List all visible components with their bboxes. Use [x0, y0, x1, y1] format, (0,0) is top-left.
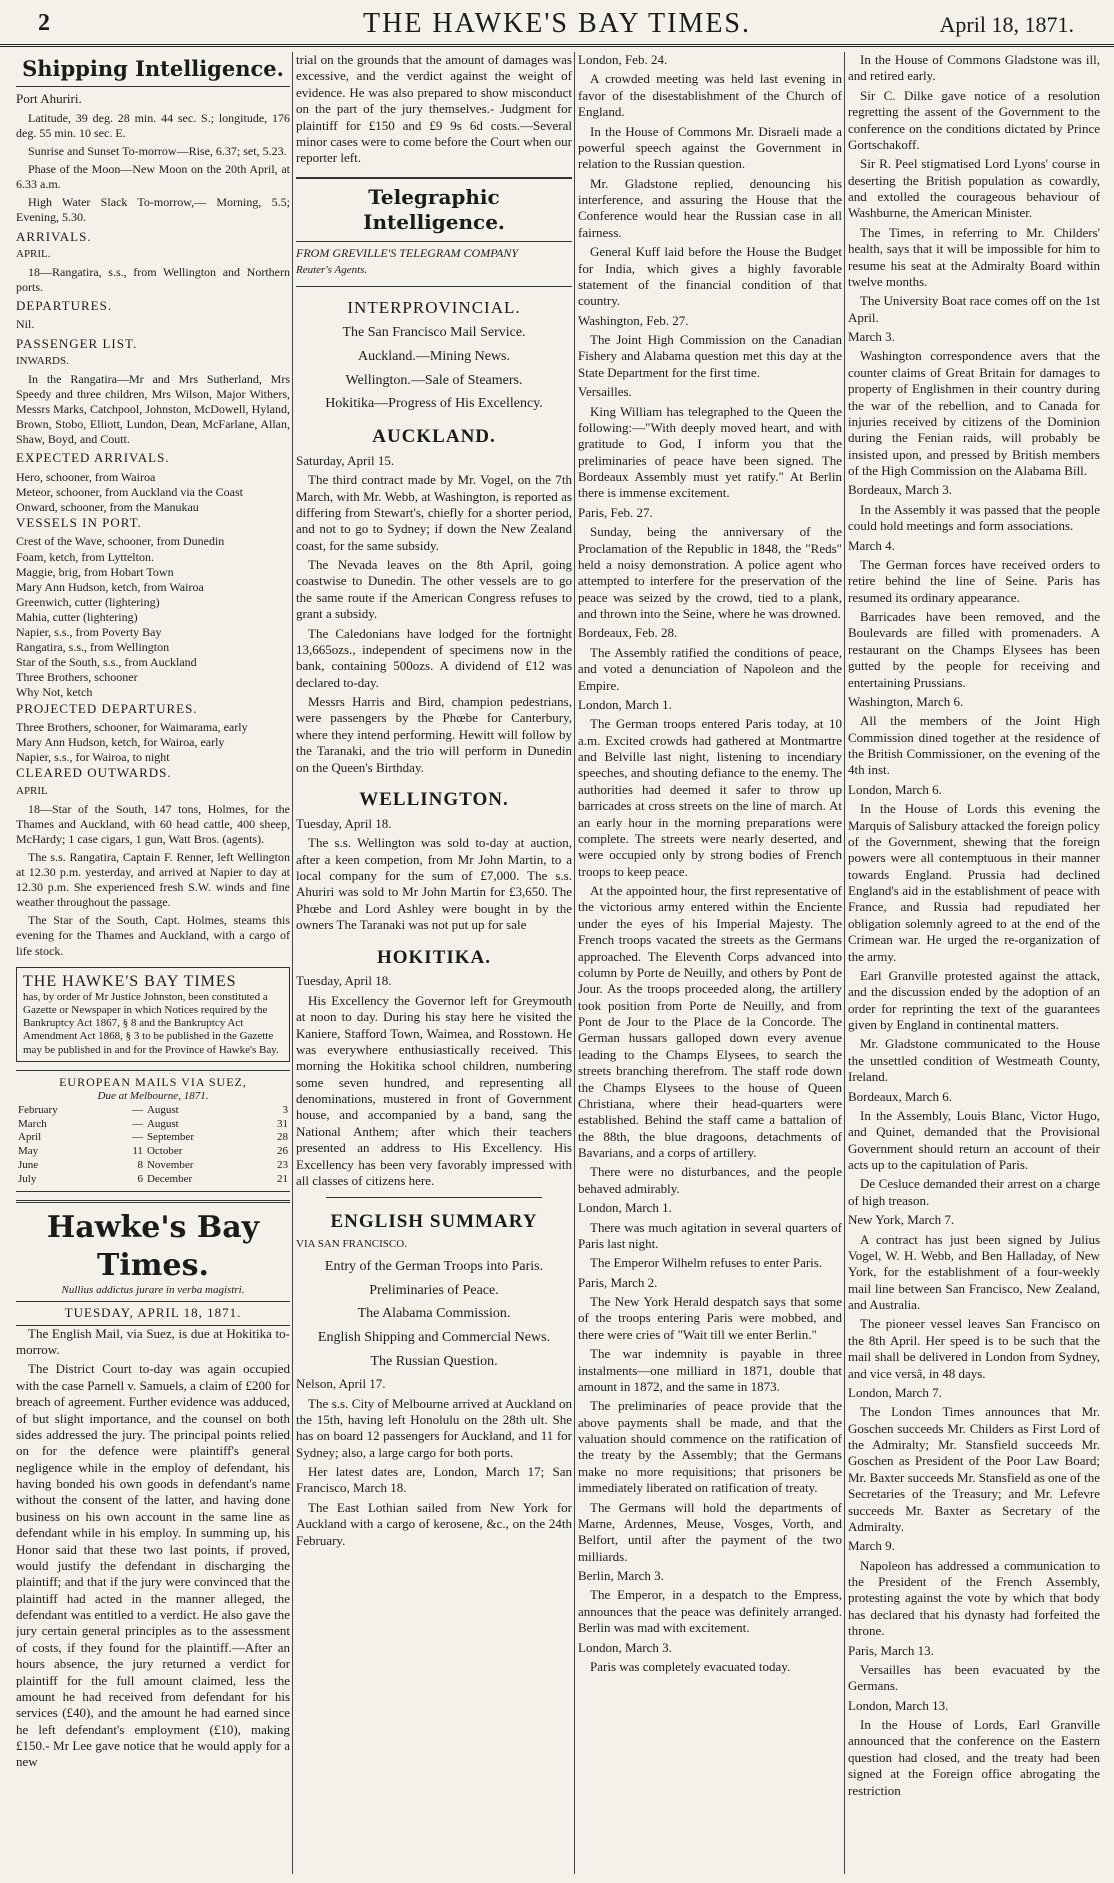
mails-cell: September	[146, 1131, 194, 1144]
hokitika-date: Tuesday, April 18.	[296, 973, 392, 989]
mails-table	[16, 1070, 290, 1192]
moon-phase: Phase of the Moon—New Moon on the 20th April, at 6.33 a.m.	[16, 162, 290, 192]
newspaper-title: THE HAWKE'S BAY TIMES.	[363, 8, 751, 39]
dispatch-dateline: London, March 13.	[848, 1697, 949, 1713]
passenger-heading: PASSENGER LIST.	[16, 335, 138, 351]
news-paragraph: General Kuff laid before the House the Budget for India, which gives a highly favorable statement of the financial condition of that country.	[578, 244, 842, 309]
mails-row	[16, 1173, 290, 1187]
news-paragraph: The war indemnity is payable in three instalments—one milliard in 1871, double that amount in 1872, and the same in 1873.	[578, 1346, 842, 1394]
english-summary-sub: VIA SAN FRANCISCO.	[296, 1238, 407, 1251]
dispatch-dateline: London, March 1.	[578, 1200, 672, 1216]
list-item: Rangatira, s.s., from Wellington	[16, 640, 170, 655]
news-paragraph: Napoleon has addressed a communication to the President of the French Assembly, protesting against the vote by which that body has declared that his dynasty had forfeited the throne.	[848, 1557, 1100, 1639]
star-paragraph: The Star of the South, Capt. Holmes, steams this evening for the Thames and Auckland, with a cargo of life stock.	[16, 913, 290, 958]
column-2	[296, 52, 572, 1874]
motto: Nullius addictus jurare in verba magistri.	[16, 1284, 290, 1302]
telegram-agents: Reuter's Agents.	[296, 264, 368, 277]
dispatch-dateline: Paris, March 2.	[578, 1274, 658, 1290]
list-item: Napier, s.s., from Poverty Bay	[16, 625, 162, 640]
interprov-item: Hokitika—Progress of His Excellency.	[325, 396, 543, 412]
departures-text: Nil.	[16, 317, 35, 332]
dispatch-dateline: Washington, March 6.	[848, 693, 964, 709]
news-paragraph: The German troops entered Paris today, at 10 a.m. Excited crowds had gathered at Montmartre and Belville last night, listening to incendiary speeches, and shouting defiance to the enemy. The authorities had deemed it safer to throw up barricades at cross streets on the line of march. At an early hour in the morning preparations were complete. The streets were nearly deserted, and were occupied only by strong bodies of French troops to keep peace.	[578, 716, 842, 879]
news-paragraph: The third contract made by Mr. Vogel, on the 7th March, with Mr. Webb, at Washington, is reported as differing from Stewart's, chiefly for a shorter period, and not to go to Sydney; if down the New Zealand coast, for the same subsidy.	[296, 472, 572, 553]
summary-item: English Shipping and Commercial News.	[317, 1329, 551, 1345]
wellington-heading: WELLINGTON.	[359, 788, 509, 810]
news-paragraph: The s.s. Wellington was sold to-day at auction, after a keen competion, from Mr John Martin, to a local company for the sum of £7,000. The s.s. Ahuriri was sold to Mr John Martin for £3,650. The Phœbe and Lord Ashley were bought in by the owners The Taranaki was not put up for sale	[296, 835, 572, 933]
dispatch-dateline: London, Feb. 24.	[578, 52, 668, 67]
list-item: Meteor, schooner, from Auckland via the Coast	[16, 484, 243, 499]
mails-cell: February	[18, 1103, 58, 1116]
gazette-notice	[16, 967, 290, 1062]
hokitika-heading: HOKITIKA.	[376, 946, 492, 968]
mails-cell: 26	[277, 1145, 288, 1158]
mails-cell: 6	[137, 1173, 143, 1186]
mails-cell: May	[18, 1145, 39, 1158]
list-item: Why Not, ketch	[16, 685, 93, 700]
editorial-paragraph: The English Mail, via Suez, is due at Hokitika to-morrow.	[16, 1325, 290, 1358]
cleared-month: APRIL	[16, 784, 48, 797]
english-summary-heading: ENGLISH SUMMARY	[330, 1211, 538, 1233]
news-paragraph: In the Assembly, Louis Blanc, Victor Hugo, and Quinet, demanded that the Provisional Government should return an account of their acts up to the capitulation of Paris.	[848, 1107, 1100, 1172]
summary-item: Preliminaries of Peace.	[369, 1282, 499, 1298]
news-paragraph: A contract has just been signed by Julius Vogel, W. H. Webb, and Ben Halladay, of New York, for the establishment of a four-weekly mail line between San Francisco, New Zealand, and Australia.	[848, 1231, 1100, 1312]
passenger-sub: INWARDS.	[16, 354, 69, 367]
list-item: Greenwich, cutter (lightering)	[16, 594, 160, 609]
arrivals-text: 18—Rangatira, s.s., from Wellington and Northern ports.	[16, 264, 290, 294]
dispatch-dateline: Bordeaux, Feb. 28.	[578, 625, 678, 641]
dispatch-dateline: Washington, Feb. 27.	[578, 312, 689, 328]
news-paragraph: The Emperor Wilhelm refuses to enter Paris.	[590, 1255, 823, 1271]
latlong: Latitude, 39 deg. 28 min. 44 sec. S.; longitude, 176 deg. 55 min. 10 sec. E.	[16, 110, 290, 140]
auckland-date: Saturday, April 15.	[296, 452, 395, 468]
continuation-paragraph: trial on the grounds that the amount of damages was excessive, and the verdict against the weight of evidence. He was also prepared to show misconduct on the part of the jury themselves.- Judgment for plaintiff for £150 and £9 9s 6d costs.—Several minor cases were to come before the Court when our reporter left.	[296, 52, 572, 166]
dispatch-dateline: London, March 3.	[578, 1639, 672, 1655]
list-item: Foam, ketch, from Lyttelton.	[16, 549, 154, 564]
news-paragraph: The s.s. City of Melbourne arrived at Auckland on the 15th, having left Honolulu on the 28th ult. She has on board 12 passengers for Auckland, and 11 for Sydney; also, a large cargo for both ports.	[296, 1395, 572, 1460]
cleared-text: 18—Star of the South, 147 tons, Holmes, for the Thames and Auckland, with 60 head cattle, 400 sheep, McHardy; 1 case cigars, 1 gun, Watt Bros. (agents).	[16, 801, 290, 846]
news-paragraph: The East Lothian sailed from New York for Auckland with a cargo of kerosene, &c., on the 24th February.	[296, 1499, 572, 1548]
column-rule	[844, 52, 845, 1874]
passenger-text: In the Rangatira—Mr and Mrs Sutherland, Mrs Speedy and three children, Mrs Wilson, Major Withers, Messrs Marks, Catchpool, Johnston, McDowell, Hyland, Brown, Stobo, Elliott, Lundon, Dean, McFarlane, Allan, Shaw, Boyd, and Coutt.	[16, 371, 290, 447]
news-paragraph: All the members of the Joint High Commission dined together at the residence of the British Commissioner, on the evening of the 4th inst.	[848, 713, 1100, 778]
mails-cell: 3	[282, 1103, 288, 1116]
expected-heading: EXPECTED ARRIVALS.	[16, 450, 170, 466]
dispatch-dateline: March 4.	[848, 537, 895, 553]
interprov-item: Wellington.—Sale of Steamers.	[345, 372, 523, 388]
port-name: Port Ahuriri.	[16, 91, 82, 107]
news-paragraph: King William has telegraphed to the Queen the following:—"With deeply moved heart, and with gratitude to God, I inform you that the preliminaries of peace have been signed. The Bordeaux Assembly must yet ratify." At Berlin there is immense excitement.	[578, 403, 842, 501]
telegram-source: FROM GREVILLE'S TELEGRAM COMPANY	[296, 246, 519, 260]
dispatch-dateline: Bordeaux, March 3.	[848, 482, 952, 498]
news-paragraph: The Germans will hold the departments of Marne, Ardennes, Meuse, Vosges, Vorth, and Belfort, until after the payment of the two milliards.	[578, 1499, 842, 1564]
news-paragraph: The Assembly ratified the conditions of peace, and voted a denunciation of Napoleon and the Empire.	[578, 644, 842, 693]
news-paragraph: In the House of Lords this evening the Marquis of Salisbury attacked the foreign policy of the Government, shewing that the foreign powers were all contemptuous in their manner towards England. Prussia had declined England's aid in the establishment of peace with France, and Russia had repudiated her obligation solemnly agreed to at the end of the Crimean war. He urged the re-organization of the army.	[848, 801, 1100, 964]
news-paragraph: Washington correspondence avers that the counter claims of Great Britain for damages to property of Englishmen in their country during the war of the rebellion, and to Canada for injuries received by citizens of the Dominion during the Fenian raids, will probably be insisted upon, and pressed by British members of the High Commission on the Alabama Bill.	[848, 348, 1100, 478]
summary-item: Entry of the German Troops into Paris.	[324, 1259, 544, 1275]
news-paragraph: In the House of Commons Gladstone was ill, and retired early.	[848, 52, 1100, 84]
mails-cell: —	[131, 1131, 143, 1144]
sun-times: Sunrise and Sunset To-morrow—Rise, 6.37; set, 5.23.	[28, 144, 287, 159]
column-4	[848, 52, 1100, 1874]
list-item: Onward, schooner, from the Manukau	[16, 499, 199, 514]
news-paragraph: The Emperor, in a despatch to the Empress, announces that the peace was definitely arranged. Berlin was mad with excitement.	[578, 1587, 842, 1636]
dispatch-dateline: London, March 7.	[848, 1384, 942, 1400]
mails-cell: 31	[277, 1117, 288, 1130]
dispatch-dateline: Berlin, March 3.	[578, 1568, 664, 1583]
dispatch-dateline: Versailles.	[578, 384, 632, 400]
news-paragraph: The Joint High Commission on the Canadian Fishery and Alabama question met this day at the State Department for the first time.	[578, 332, 842, 380]
wellington-date: Tuesday, April 18.	[296, 815, 392, 831]
news-paragraph: In the House of Lords, Earl Granville announced that the conference on the Eastern question had closed, and the treaty had been signed at the Foreign office abrogating the restriction	[848, 1717, 1100, 1798]
mails-grid	[16, 1104, 290, 1187]
news-paragraph: His Excellency the Governor left for Greymouth at noon to day. During his stay here he visited the Kaniere, Stafford Town, Waimea, and Rosstown. He was everywhere enthusiastically received. This morning the Hokitika school children, numbering some seven hundred, and representing all denominations, mustered in front of Government house, and accompanied by a band, sang the National Anthem; after which their teachers presented an address to His Excellency. His Excellency has been very favorably impressed with all classes of citizens here.	[296, 992, 572, 1188]
mails-cell: November	[146, 1159, 194, 1172]
news-paragraph: Messrs Harris and Bird, champion pedestrians, were passengers by the Phœbe for Canterbury, where they intend performing. Hewitt will follow by the Taranaki, and the trio will perform in Dunedin on the Queen's Birthday.	[296, 694, 572, 775]
mails-row	[16, 1159, 290, 1173]
list-item: Three Brothers, schooner, for Waimarama, early	[16, 719, 248, 734]
mails-cell: 11	[132, 1145, 143, 1158]
mails-cell: —	[131, 1117, 143, 1130]
list-item: Napier, s.s., for Wairoa, to night	[16, 750, 170, 765]
news-paragraph: Sunday, being the anniversary of the Proclamation of the Republic in 1848, the "Reds" held a noisy demonstration. A police agent who attempted to interfere for the preservation of the peace was seized by the crowd, tied to a plank, and thrown into the Seine, where he was drowned.	[578, 524, 842, 621]
news-paragraph: Mr. Gladstone communicated to the House the unsettled condition of Westmeath County, Ireland.	[848, 1036, 1100, 1085]
list-item: Three Brothers, schooner	[16, 670, 138, 685]
news-paragraph: Earl Granville protested against the attack, and the discussion ended by the adoption of an order for reprinting the text of the guarantees given by England in continental matters.	[848, 967, 1100, 1032]
list-item: Maggie, brig, from Hobart Town	[16, 564, 174, 579]
section-divider	[326, 1197, 542, 1198]
projected-heading: PROJECTED DEPARTURES.	[16, 700, 198, 716]
news-paragraph: Sir R. Peel stigmatised Lord Lyons' course in deserting the British population as cowardly, and extolled the courageous behaviour of Washburne, the American Minister.	[848, 156, 1100, 221]
news-paragraph: The New York Herald despatch says that some of the troops entering Paris were mobbed, and there were cries of "Wait till we enter Berlin."	[578, 1294, 842, 1342]
dispatch-dateline: Bordeaux, March 6.	[848, 1088, 952, 1104]
mails-row	[16, 1145, 290, 1159]
news-paragraph: Paris was completely evacuated today.	[590, 1658, 791, 1674]
dispatch-dateline: Paris, March 13.	[848, 1642, 934, 1658]
news-paragraph: The Caledonians have lodged for the fortnight 13,665ozs., independent of specimens now in the bank, containing 500ozs. A dividend of £12 was declared to-day.	[296, 625, 572, 690]
arrivals-heading: ARRIVALS.	[16, 228, 92, 244]
news-paragraph: A crowded meeting was held last evening in favor of the disestablishment of the Church of England.	[578, 71, 842, 120]
mails-cell: August	[146, 1117, 179, 1130]
news-paragraph: There were no disturbances, and the people behaved admirably.	[578, 1164, 842, 1196]
mails-row	[16, 1104, 290, 1118]
mails-heading: EUROPEAN MAILS VIA SUEZ,	[59, 1074, 247, 1089]
column-1	[16, 52, 290, 1874]
dispatch-dateline: New York, March 7.	[848, 1212, 955, 1228]
shipping-heading: Shipping Intelligence.	[16, 56, 290, 87]
dispatch-dateline: Paris, Feb. 27.	[578, 504, 653, 520]
masthead	[0, 0, 1114, 47]
list-item: Star of the South, s.s., from Auckland	[16, 655, 197, 670]
column-rule	[292, 52, 293, 1874]
news-paragraph: The pioneer vessel leaves San Francisco on the 8th April. Her speed is to be such that the mail shall be delivered in London from Sydney, and vice versâ, in 48 days.	[848, 1316, 1100, 1381]
news-paragraph: Sir C. Dilke gave notice of a resolution regretting the assent of the Government to the conference on the conditions dictated by Prince Gortschakoff.	[848, 87, 1100, 152]
list-item: Mary Ann Hudson, ketch, from Wairoa	[16, 579, 204, 594]
interprov-item: Auckland.—Mining News.	[357, 349, 511, 364]
departures-heading: DEPARTURES.	[16, 298, 113, 314]
paper-title: Hawke's Bay Times.	[16, 1200, 290, 1285]
news-paragraph: The London Times announces that Mr. Goschen succeeds Mr. Childers as First Lord of the Admiralty; Mr. Stansfield succeeds Mr. Goschen as President of the Poor Law Board; Mr. Baxter succeeds Mr. Stansfield as one of the Secretaries of the Treasury; and Mr. Lefevre succeeds Mr. Baxter as Secretary of the Admiralty.	[848, 1404, 1100, 1534]
interprovincial-heading: INTERPROVINCIAL.	[296, 286, 572, 318]
dispatch-dateline: London, March 6.	[848, 781, 942, 797]
column-3	[578, 52, 842, 1874]
notice-title: THE HAWKE'S BAY TIMES	[23, 972, 237, 990]
projected-list	[16, 720, 290, 765]
vessels-heading: VESSELS IN PORT.	[16, 515, 142, 531]
issue-line: TUESDAY, APRIL 18, 1871.	[16, 1302, 290, 1325]
mails-cell: —	[131, 1103, 143, 1116]
dispatch-dateline: March 9.	[848, 1538, 895, 1554]
news-paragraph: The preliminaries of peace provide that the above payments shall be made, and that the valuation should commence on the ratification of the treaty by the Assembly; that the Germans make no more requisitions; that prisoners be immediately liberated on ratification of treaty.	[578, 1398, 842, 1496]
mails-cell: 21	[277, 1173, 288, 1186]
rangatira-paragraph: The s.s. Rangatira, Captain F. Renner, left Wellington at 12.30 p.m. yesterday, and arrived at Napier to day at 12.30 p.m. She experienced fresh S.W. winds and fine weather throughout the passage.	[16, 849, 290, 910]
vessels-list	[16, 534, 290, 700]
high-water: High Water Slack To-morrow,— Morning, 5.5; Evening, 5.30.	[16, 195, 290, 225]
news-paragraph: Her latest dates are, London, March 17; San Francisco, March 18.	[296, 1464, 572, 1496]
editorial-paragraph: The District Court to-day was again occupied with the case Parnell v. Samuels, a claim of £200 for breach of agreement. Further evidence was adduced, of but slight importance, and the counsel on both sides addressed the jury. The principal points relied on for the defence were plaintiff's general negligence while in the employ of defendant, his having bonded his own goods in defendant's name without the consent of the latter, and having done business on his own account in the same line as defendant while in his employ. In summing up, his Honor said that these two last points, if proved, would justify the defendant in discharging the plaintiff; and that if the jury were convinced that the plaintiff had acted in the manner alleged, the defendant was entitled to a verdict. He also gave the jury certain general principles as to the assessment of costs, if they found for the plaintiff.—After an hours absence, the jury returned a verdict for plaintiff for the full amount claimed, less the amount he had received from defendant for his services (£40), and the amount he had earned since he left defendant's employment (£10), making £150.- Mr Lee gave notice that he would apply for a new	[16, 1361, 290, 1770]
mails-sub: Due at Melbourne, 1871.	[97, 1089, 209, 1102]
notice-text: has, by order of Mr Justice Johnston, been constituted a Gazette or Newspaper in which Notices required by the Bankruptcy Act 1867, § 8 and the Bankruptcy Act Amendment Act 1868, § 3 to be published in the Gazette may be published in and for the Province of Hawke's Bay.	[23, 990, 279, 1056]
mails-cell: October	[146, 1145, 183, 1158]
news-paragraph: The Times, in referring to Mr. Childers' health, says that it will be impossible for him to resume his seat at the Admiralty Board within twelve months.	[848, 224, 1100, 289]
nelson-date: Nelson, April 17.	[296, 1376, 386, 1392]
news-paragraph: The Nevada leaves on the 8th April, going coastwise to Dunedin. The other vessels are to go the same route if the American Congress refuses to grant a subsidy.	[296, 557, 572, 622]
mails-cell: March	[18, 1117, 47, 1130]
list-item: Hero, schooner, from Wairoa	[16, 469, 156, 484]
news-paragraph: There was much agitation in several quarters of Paris last night.	[578, 1219, 842, 1251]
mails-cell: 23	[277, 1159, 288, 1172]
mails-cell: April	[18, 1131, 42, 1144]
cleared-heading: CLEARED OUTWARDS.	[16, 765, 172, 781]
news-paragraph: Versailles has been evacuated by the Germans.	[848, 1661, 1100, 1694]
expected-list	[16, 470, 290, 515]
list-item: Mary Ann Hudson, ketch, for Wairoa, early	[16, 735, 225, 750]
arrivals-month: APRIL.	[16, 247, 51, 260]
list-item: Crest of the Wave, schooner, from Dunedin	[16, 534, 225, 549]
news-paragraph: At the appointed hour, the first representative of the victorious army entered within the Enciente under the eyes of his Imperial Majesty. The French troops vacated the streets as the Germans approached. The Eleventh Corps advanced into column by Porte de Neuilly, and others by Pont de Jour. As the troops proceeded along, the artillery took position from Porte de Neuilly, and from Pont de Jour to the Place de la Concorde. The German hussars galloped down every avenue leading to the Champs Elysees, to search the streets branching therefrom. The staff rode down the Champs Elysees to the house of Queen Christiana, where their head-quarters were established. Behind the staff came a battalion of the 88th, the blue dragoons, detachments of Bavarians, and a corps of artillery.	[578, 883, 842, 1160]
mails-row	[16, 1131, 290, 1145]
news-paragraph: In the Assembly it was passed that the people could hold meetings and form associations.	[848, 501, 1100, 534]
mails-cell: December	[146, 1173, 193, 1186]
mails-cell: 8	[137, 1159, 143, 1172]
summary-item: The Alabama Commission.	[357, 1306, 511, 1322]
news-paragraph: The German forces have received orders to retire behind the line of Seine. Paris has resumed its ordinary appearance.	[848, 556, 1100, 605]
list-item: Mahia, cutter (lightering)	[16, 609, 138, 624]
page-number: 2	[38, 10, 50, 36]
interprov-item: The San Francisco Mail Service.	[342, 325, 526, 341]
news-paragraph: In the House of Commons Mr. Disraeli made a powerful speech against the Government in relation to the Russian question.	[578, 123, 842, 172]
news-paragraph: The University Boat race comes off on the 1st April.	[848, 293, 1100, 325]
mails-cell: August	[146, 1103, 179, 1116]
mails-cell: July	[18, 1173, 37, 1186]
mails-cell: 28	[277, 1131, 288, 1144]
mails-cell: June	[18, 1159, 39, 1172]
auckland-heading: AUCKLAND.	[372, 425, 496, 447]
news-paragraph: Mr. Gladstone replied, denouncing his interference, and assuring the House that the Conference would hear the Russian case in all fairness.	[578, 175, 842, 240]
news-paragraph: Barricades have been removed, and the Boulevards are filled with promenaders. A restaurant on the Champs Elysees has been gutted by the people for receiving and entertaining Prussians.	[848, 609, 1100, 690]
mails-row	[16, 1118, 290, 1132]
summary-item: The Russian Question.	[370, 1353, 498, 1369]
dispatch-dateline: London, March 1.	[578, 696, 672, 712]
issue-date: April 18, 1871.	[939, 12, 1074, 37]
telegraphic-heading: Telegraphic Intelligence.	[296, 177, 572, 242]
dispatch-dateline: March 3.	[848, 329, 895, 344]
column-rule	[574, 52, 575, 1874]
news-paragraph: De Cesluce demanded their arrest on a charge of high treason.	[848, 1176, 1100, 1208]
